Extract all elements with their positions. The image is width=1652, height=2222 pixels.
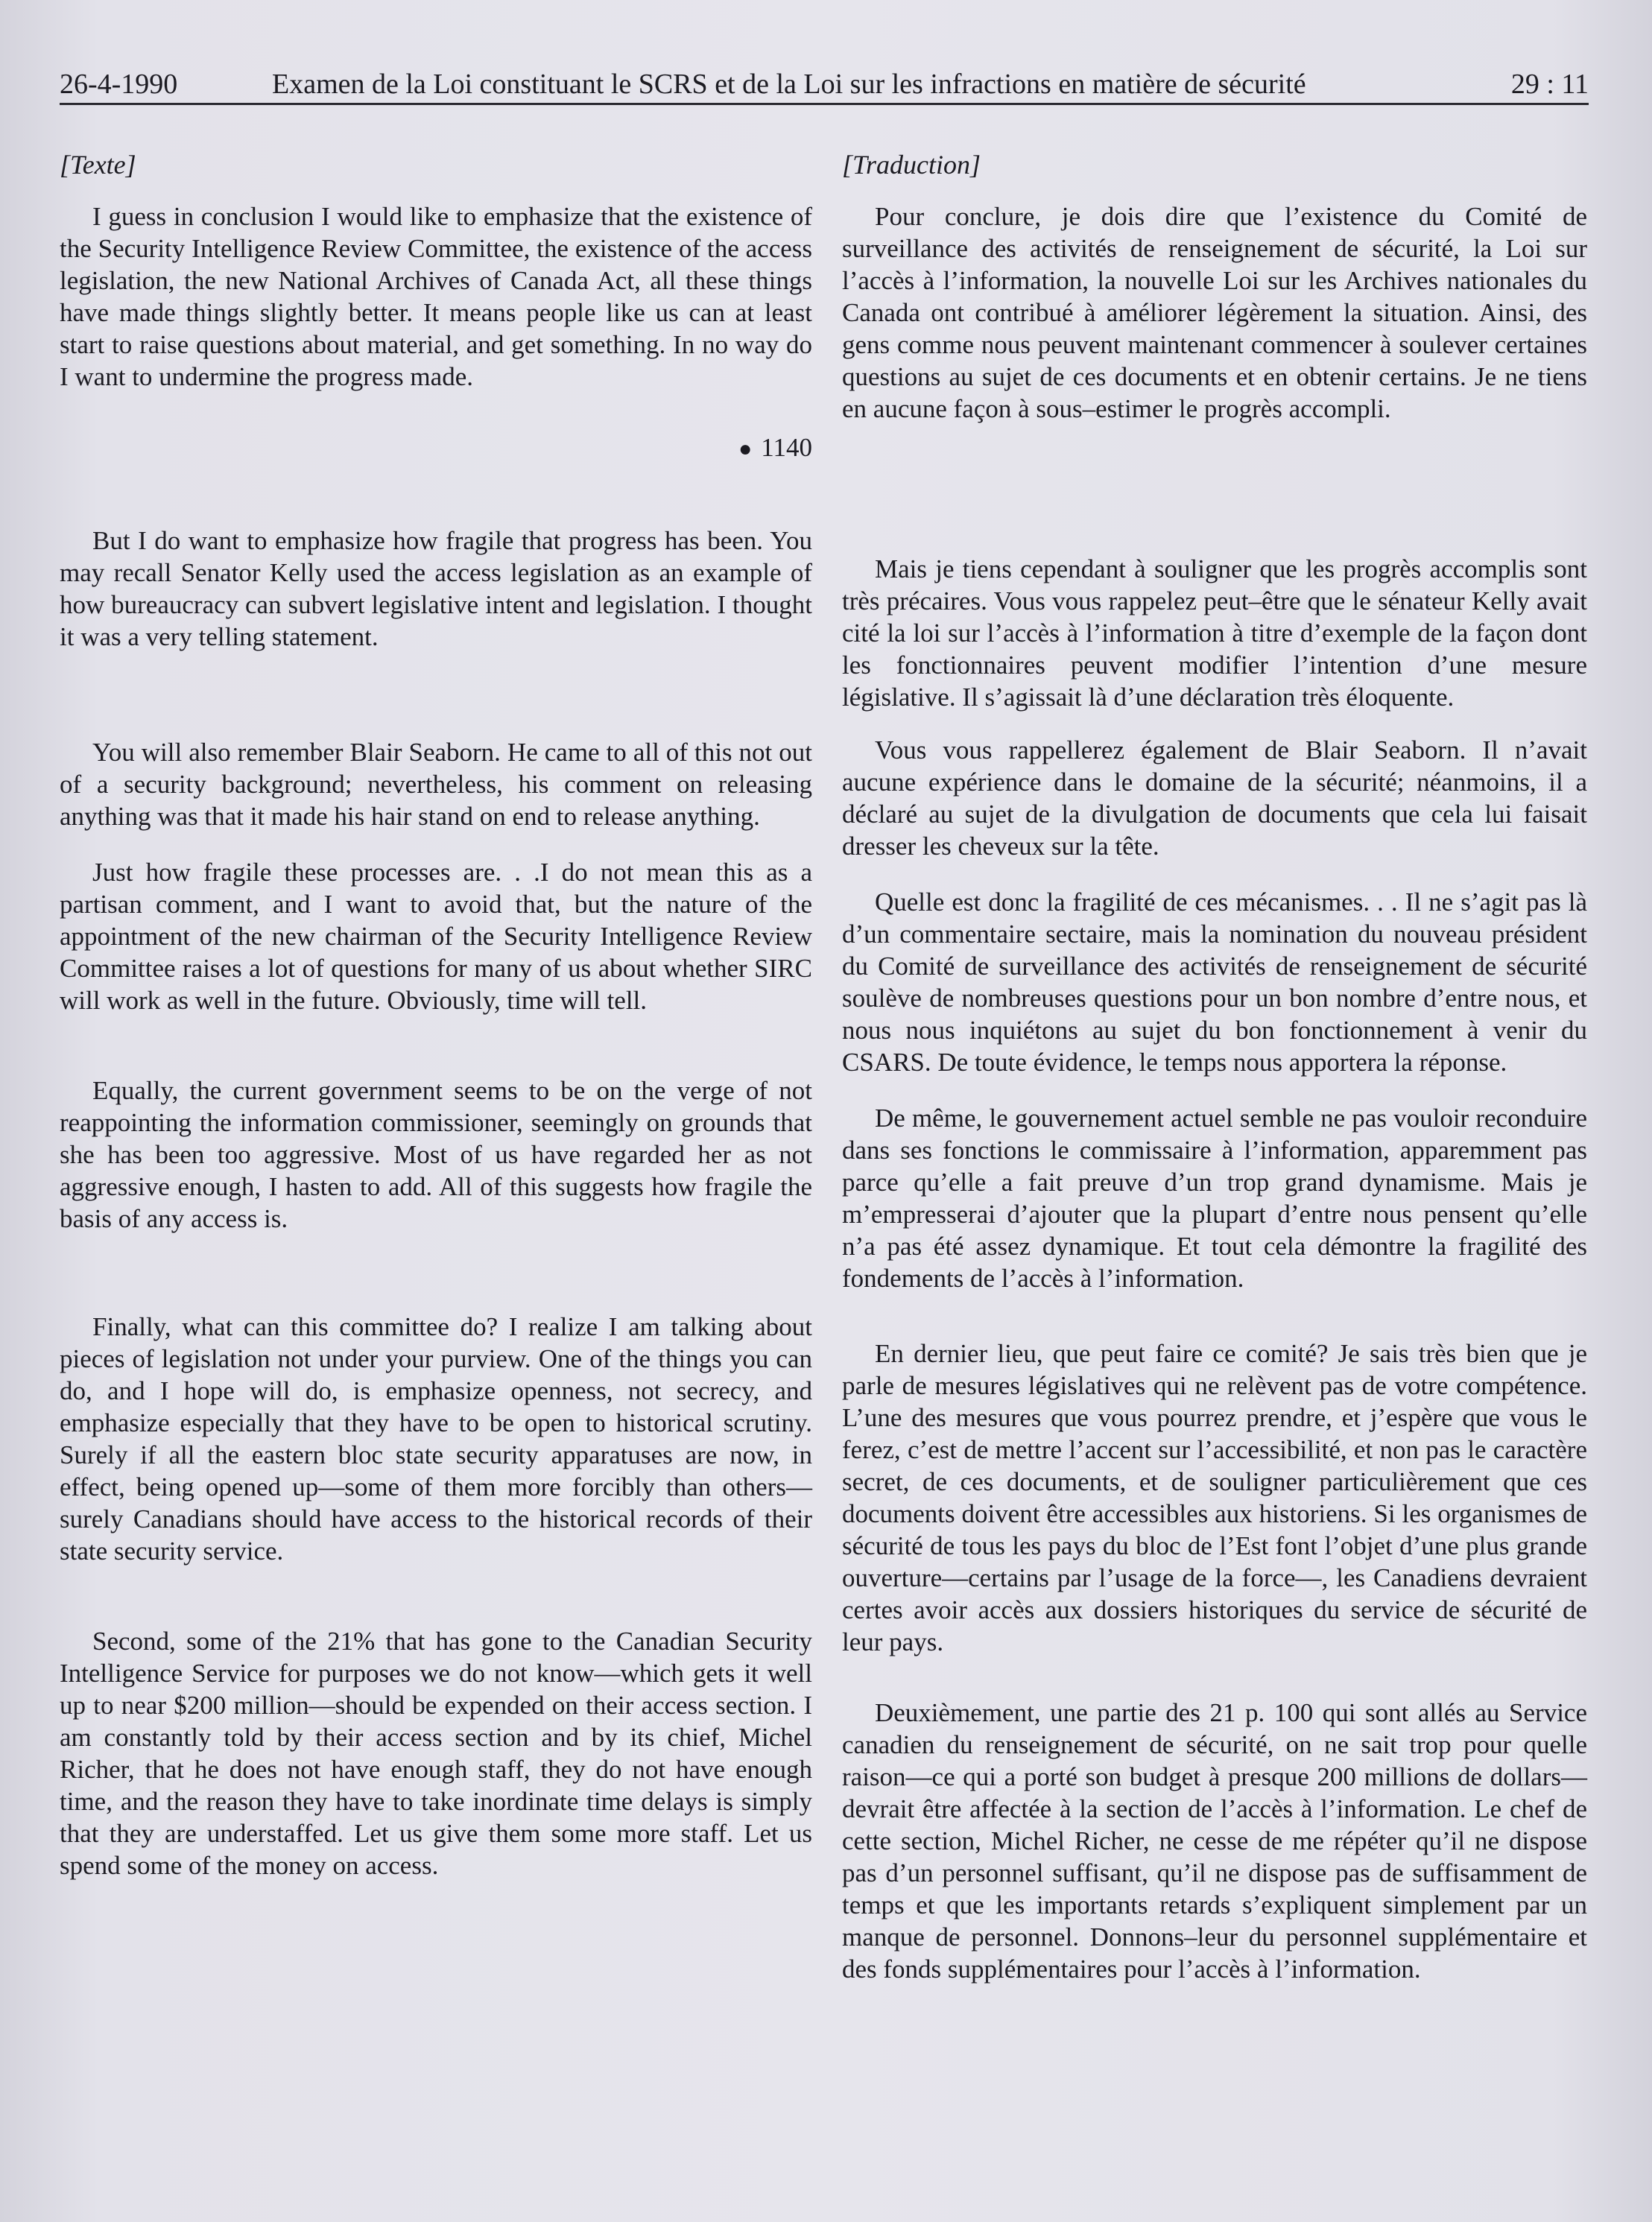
page-number: 29 : 11 xyxy=(1510,69,1589,100)
paragraph: Equally, the current government seems to be on the verge of not reappointing the information commissioner, seemingly on grounds that she has been too aggressive. Most of us have regarded her as not aggressive enough, I hasten to add. All of this suggests how fragile the basis of any access is. xyxy=(60,1076,812,1233)
bullet-icon: ● xyxy=(738,437,753,461)
paragraph: Quelle est donc la fragilité de ces mécanismes. . . Il ne s’agit pas là d’un commentaire sectaire, mais la nomination du nouveau président du Comité de surveillance des activités de renseignement de sécurité soulève de nombreuses questions pour un bon nombre d’entre nous, et nous nous inquiétons au sujet du bon fonctionnement à venir du CSARS. De toute évidence, le temps nous apportera la réponse. xyxy=(842,887,1587,1077)
paragraph: En dernier lieu, que peut faire ce comité? Je sais très bien que je parle de mesures législatives qui ne relèvent pas de votre compétence. L’une des mesures que vous pourrez prendre, et j’espère que vous le ferez, c’est de mettre l’accent sur l’accessibilité, et non pas le caractère secret, de ces documents, et de souligner particulièrement que ces documents doivent être accessibles aux historiens. Si les organismes de sécurité de tous les pays du bloc de l’Est font l’objet d’une plus grande ouverture—certains par l’usage de la force—, les Canadiens devraient certes avoir accès aux dossiers historiques du service de sécurité de leur pays. xyxy=(842,1339,1587,1656)
paragraph: Pour conclure, je dois dire que l’existence du Comité de surveillance des activités de renseignement de sécurité, la Loi sur l’accès à l’information, la nouvelle Loi sur les Archives nationales du Canada ont contribué à améliorer légèrement la situation. Ainsi, des gens comme nous peuvent maintenant commencer à soulever certaines questions au sujet de ces documents et en obtenir certains. Je ne tiens en aucune façon à sous–estimer le progrès accompli. xyxy=(842,202,1587,423)
header-date: 26-4-1990 xyxy=(60,69,178,100)
paragraph: Deuxièmement, une partie des 21 p. 100 qui sont allés au Service canadien du renseignement de sécurité, on ne sait trop pour quelle raison—ce qui a porté son budget à presque 200 millions de dollars—devrait être affectée à la section de l’accès à l’information. Le chef de cette section, Michel Richer, ne cesse de me répéter qu’il ne dispose pas d’un personnel suffisant, qu’il ne dispose pas de suffisamment de temps et que les importants retards s’expliquent simplement par un manque de personnel. Donnons–leur du personnel supplémentaire et des fonds supplémentaires pour l’accès à l’information. xyxy=(842,1698,1587,1984)
time-stamp xyxy=(60,431,812,465)
french-column xyxy=(842,149,1587,1985)
header-title: Examen de la Loi constituant le SCRS et de la Loi sur les infractions en matière de sécurité xyxy=(272,69,1306,100)
time-stamp-value: 1140 xyxy=(761,433,812,462)
paragraph: Vous vous rappellerez également de Blair Seaborn. Il n’avait aucune expérience dans le domaine de la sécurité; néanmoins, il a déclaré au sujet de la divulgation de documents que cela lui faisait dresser les cheveux sur la tête. xyxy=(842,735,1587,861)
running-header xyxy=(60,66,1589,105)
english-label: [Texte] xyxy=(60,150,136,180)
english-column xyxy=(60,149,812,1881)
paragraph: You will also remember Blair Seaborn. He came to all of this not out of a security background; nevertheless, his comment on releasing anything was that it made his hair stand on end to release anything. xyxy=(60,738,812,831)
french-label: [Traduction] xyxy=(842,150,981,180)
paragraph: Just how fragile these processes are. . .I do not mean this as a partisan comment, and I want to avoid that, but the nature of the appointment of the new chairman of the Security Intelligence Review Committee raises a lot of questions for many of us about whether SIRC will work as well in the future. Obviously, time will tell. xyxy=(60,858,812,1015)
paragraph: I guess in conclusion I would like to emphasize that the existence of the Security Intelligence Review Committee, the existence of the access legislation, the new National Archives of Canada Act, all these things have made things slightly better. It means people like us can at least start to raise questions about material, and get something. In no way do I want to undermine the progress made. xyxy=(60,202,812,391)
paragraph: But I do want to emphasize how fragile that progress has been. You may recall Senator Kelly used the access legislation as an example of how bureaucracy can subvert legislative intent and legislation. I thought it was a very telling statement. xyxy=(60,526,812,651)
paragraph: De même, le gouvernement actuel semble ne pas vouloir reconduire dans ses fonctions le commissaire à l’information, apparemment pas parce qu’elle a fait preuve d’un trop grand dynamisme. Mais je m’empresserai d’ajouter que la plupart d’entre nous pensent qu’elle n’a pas été assez dynamique. Et tout cela démontre la fragilité des fondements de l’accès à l’information. xyxy=(842,1104,1587,1293)
paragraph: Mais je tiens cependant à souligner que les progrès accomplis sont très précaires. Vous vous rappelez peut–être que le sénateur Kelly avait cité la loi sur l’accès à l’information à titre d’exemple de la façon dont les fonctionnaires peuvent modifier l’intention d’une mesure législative. Il s’agissait là d’une déclaration très éloquente. xyxy=(842,554,1587,712)
paragraph: Finally, what can this committee do? I realize I am talking about pieces of legislation not under your purview. One of the things you can do, and I hope will do, is emphasize openness, not secrecy, and emphasize especially that they have to be open to historical scrutiny. Surely if all the eastern bloc state security apparatuses are now, in effect, being opened up—some of them more forcibly than others—surely Canadians should have access to the historical records of their state security service. xyxy=(60,1312,812,1566)
paragraph: Second, some of the 21% that has gone to the Canadian Security Intelligence Service for purposes we do not know—which gets it well up to near $200 million—should be expended on their access section. I am constantly told by their access section and by its chief, Michel Richer, that he does not have enough staff, they do not have enough time, and the reason they have to take inordinate time delays is simply that they are understaffed. Let us give them some more staff. Let us spend some of the money on access. xyxy=(60,1627,812,1880)
